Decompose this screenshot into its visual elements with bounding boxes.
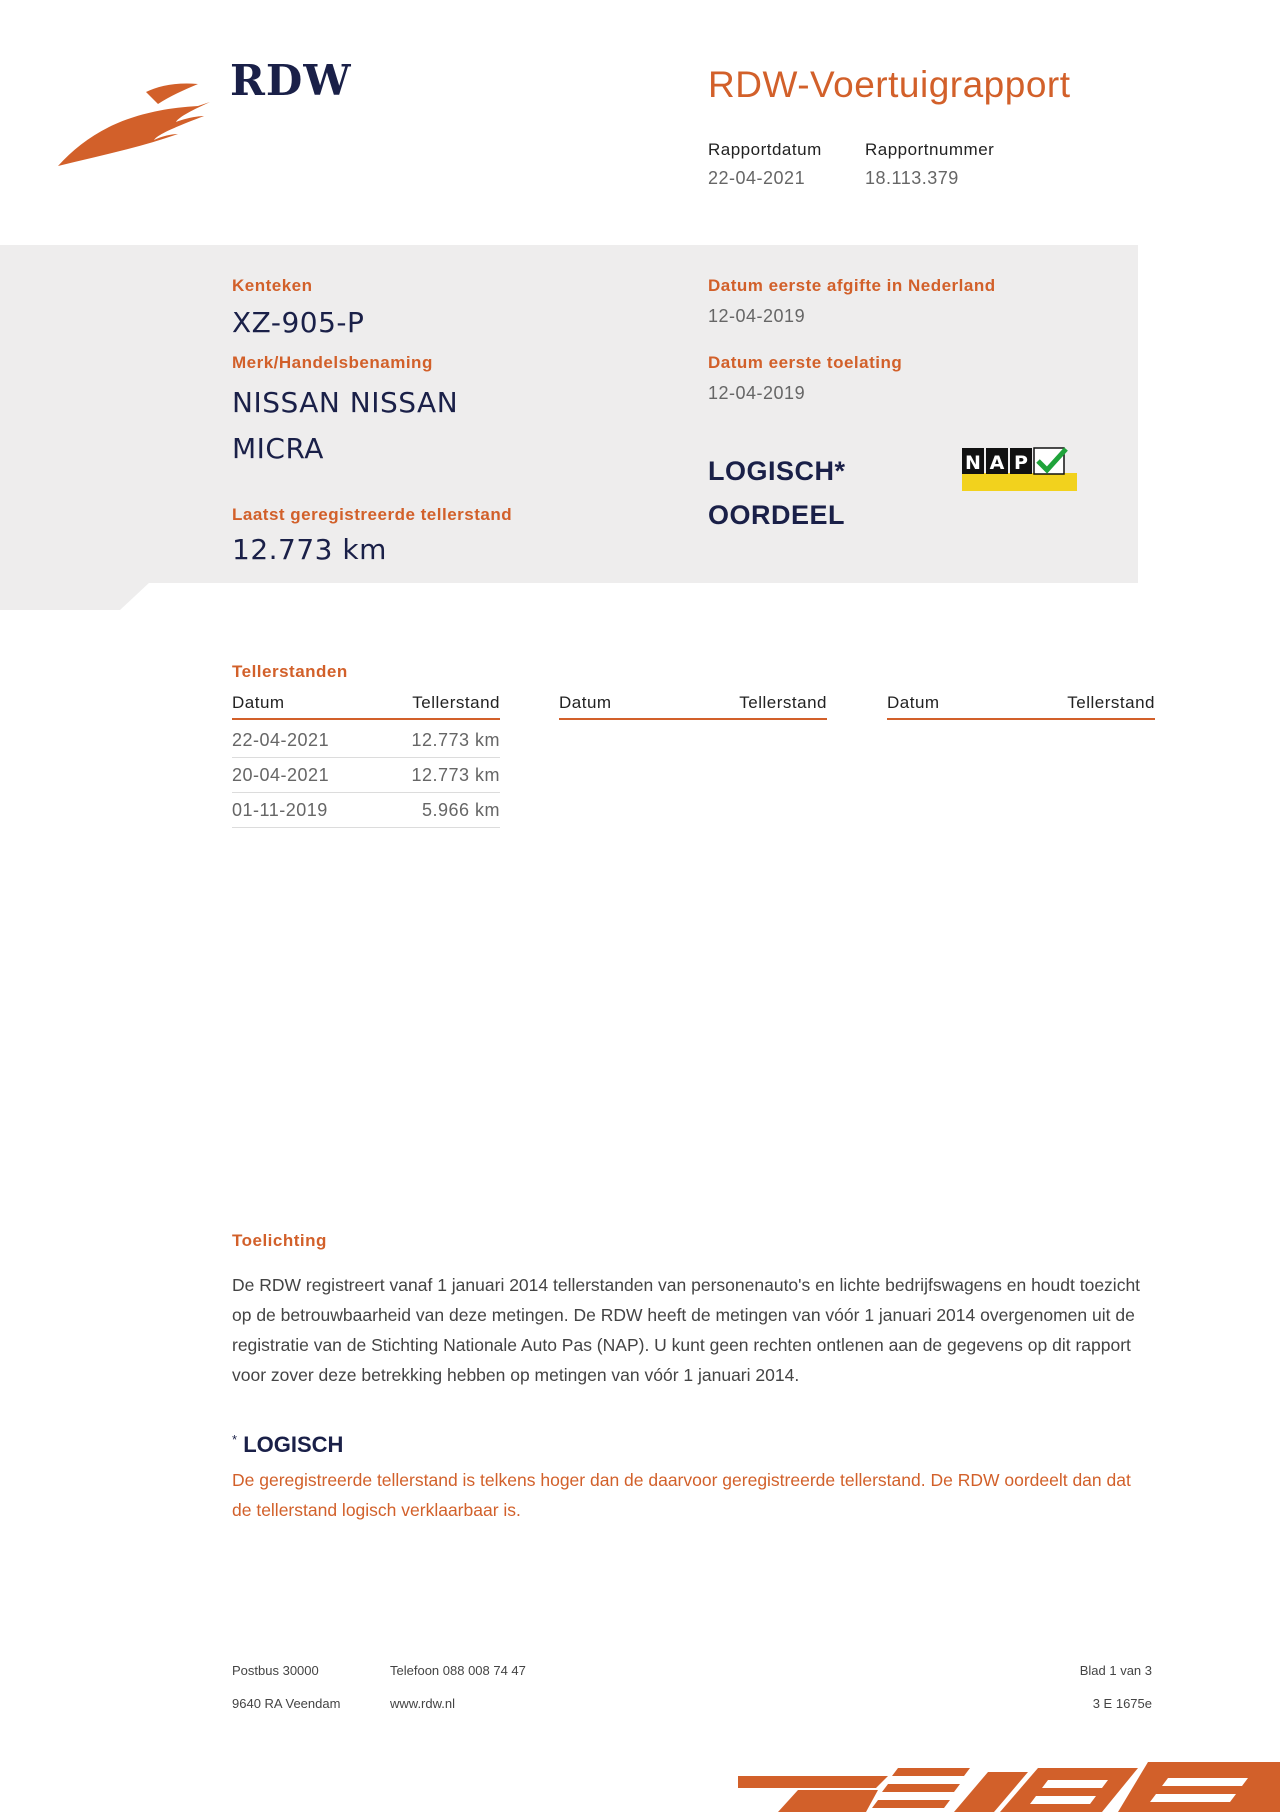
footer-website[interactable]: www.rdw.nl xyxy=(390,1696,456,1711)
first-admission-label: Datum eerste toelating xyxy=(708,353,903,372)
plate-label: Kenteken xyxy=(232,276,313,295)
footer-phone: Telefoon 088 008 74 47 xyxy=(390,1663,526,1678)
footer-postal-city: 9640 RA Veendam xyxy=(232,1696,341,1711)
table-row xyxy=(232,793,500,828)
readings-column-header xyxy=(232,693,500,720)
nap-letter-p: P xyxy=(1014,452,1028,474)
first-issue-date: 12-04-2019 xyxy=(708,306,806,326)
rdw-logo-text: RDW xyxy=(230,56,352,105)
explanation-title: Toelichting xyxy=(232,1231,327,1250)
explanation-body: De RDW registreert vanaf 1 januari 2014 tellerstanden van personenauto's en lichte bedrijfswagens en houdt toezicht op de betrouwbaarheid van deze metingen. De RDW heeft de metingen van vóór 1 januari 2014 overgenomen uit de registratie van de Stichting Nationale Auto Pas (NAP). U kunt geen rechten ontlenen aan de gegevens op dit rapport voor zover deze betrekking hebben op metingen van vóór 1 januari 2014. xyxy=(232,1275,1141,1385)
table-row xyxy=(232,758,500,793)
report-date-label: Rapportdatum xyxy=(708,140,822,159)
reading-header: Tellerstand xyxy=(739,693,827,712)
nap-letter-n: N xyxy=(965,452,981,474)
date-header: Datum xyxy=(887,693,940,712)
logisch-heading xyxy=(232,1432,343,1458)
make-line-2: MICRA xyxy=(232,432,324,465)
reading-date: 22-04-2021 xyxy=(232,730,330,750)
reading-header: Tellerstand xyxy=(412,693,500,712)
license-plate: XZ-905-P xyxy=(232,306,365,339)
footer-page-number: Blad 1 van 3 xyxy=(1079,1663,1152,1678)
logisch-body: De geregistreerde tellerstand is telkens hoger dan de daarvoor geregistreerde tellerstand. De RDW oordeelt dan dat de tellerstand logisch verklaarbaar is. xyxy=(232,1470,1131,1520)
reading-value: 12.773 km xyxy=(411,730,500,750)
footer-stripes-graphic xyxy=(738,1762,1280,1812)
nap-letter-a: A xyxy=(989,452,1005,474)
date-header: Datum xyxy=(559,693,612,712)
panel-corner xyxy=(0,582,150,610)
report-number-label: Rapportnummer xyxy=(865,140,995,159)
readings-column-header xyxy=(887,693,1155,720)
nap-logo xyxy=(962,447,1077,491)
table-row xyxy=(232,723,500,758)
report-number: 18.113.379 xyxy=(865,168,959,188)
footnote-star: * xyxy=(232,1432,238,1447)
make-label: Merk/Handelsbenaming xyxy=(232,353,433,372)
first-admission-date: 12-04-2019 xyxy=(708,383,806,403)
report-title: RDW-Voertuigrapport xyxy=(708,64,1071,105)
footer-po-box: Postbus 30000 xyxy=(232,1663,319,1678)
rdw-logo-mark xyxy=(58,78,210,168)
reading-date: 01-11-2019 xyxy=(232,800,328,820)
readings-column-header xyxy=(559,693,827,720)
reading-date: 20-04-2021 xyxy=(232,765,330,785)
odometer-label: Laatst geregistreerde tellerstand xyxy=(232,505,513,524)
make-line-1: NISSAN NISSAN xyxy=(232,386,459,419)
readings-title: Tellerstanden xyxy=(232,662,348,681)
first-issue-label: Datum eerste afgifte in Nederland xyxy=(708,276,996,295)
verdict-line-2: OORDEEL xyxy=(708,500,846,530)
logisch-title: LOGISCH xyxy=(243,1432,344,1457)
reading-value: 5.966 km xyxy=(421,800,500,820)
date-header: Datum xyxy=(232,693,285,712)
reading-header: Tellerstand xyxy=(1067,693,1155,712)
report-date: 22-04-2021 xyxy=(708,168,806,188)
verdict-line-1: LOGISCH* xyxy=(708,456,846,486)
footer-code: 3 E 1675e xyxy=(1092,1696,1152,1711)
reading-value: 12.773 km xyxy=(411,765,500,785)
odometer-value: 12.773 km xyxy=(232,533,387,566)
